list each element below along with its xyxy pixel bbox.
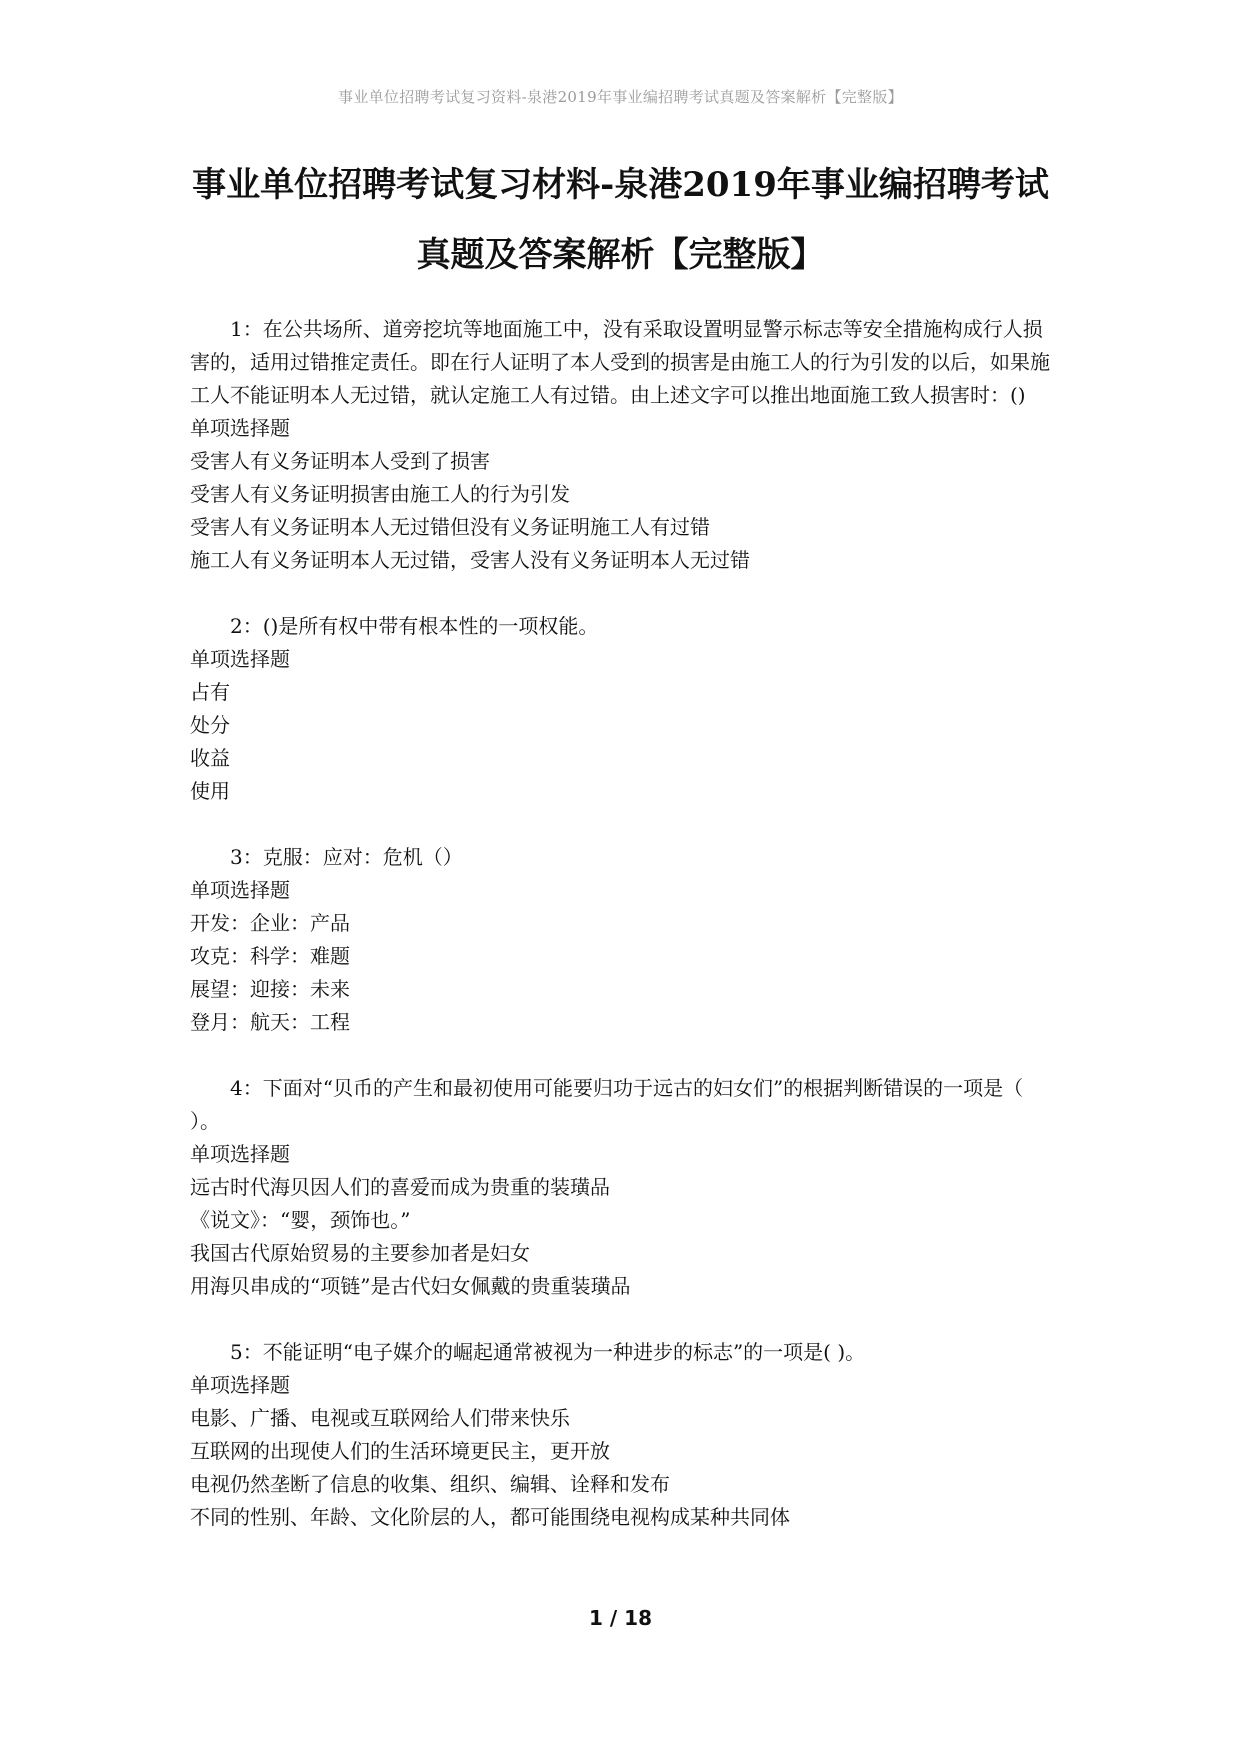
question-stem: 3：克服：应对：危机（） bbox=[230, 845, 463, 869]
question-type: 单项选择题 bbox=[190, 1373, 290, 1397]
option: 受害人有义务证明损害由施工人的行为引发 bbox=[190, 482, 570, 506]
question-5 bbox=[190, 1336, 1050, 1534]
running-header: 事业单位招聘考试复习资料-泉港2019年事业编招聘考试真题及答案解析【完整版】 bbox=[338, 88, 903, 106]
question-stem: 5：不能证明“电子媒介的崛起通常被视为一种进步的标志”的一项是( )。 bbox=[230, 1340, 866, 1364]
question-list bbox=[190, 313, 1050, 1567]
question-type: 单项选择题 bbox=[190, 1142, 290, 1166]
question-type: 单项选择题 bbox=[190, 416, 290, 440]
option: 占有 bbox=[190, 680, 230, 704]
option: 收益 bbox=[190, 746, 230, 770]
option: 我国古代原始贸易的主要参加者是妇女 bbox=[190, 1241, 530, 1265]
option: 受害人有义务证明本人受到了损害 bbox=[190, 449, 490, 473]
option: 用海贝串成的“项链”是古代妇女佩戴的贵重装璜品 bbox=[190, 1274, 631, 1298]
option: 远古时代海贝因人们的喜爱而成为贵重的装璜品 bbox=[190, 1175, 610, 1199]
question-2 bbox=[190, 610, 1050, 808]
option: 电视仍然垄断了信息的收集、组织、编辑、诠释和发布 bbox=[190, 1472, 670, 1496]
option: 互联网的出现使人们的生活环境更民主，更开放 bbox=[190, 1439, 610, 1463]
question-stem: 2：()是所有权中带有根本性的一项权能。 bbox=[230, 614, 599, 638]
question-stem: 1：在公共场所、道旁挖坑等地面施工中，没有采取设置明显警示标志等安全措施构成行人损害的，适用过错推定责任。即在行人证明了本人受到的损害是由施工人的行为引发的以后，如果施工人不能证明本人无过错，就认定施工人有过错。由上述文字可以推出地面施工致人损害时：() bbox=[190, 317, 1050, 407]
option: 不同的性别、年龄、文化阶层的人，都可能围绕电视构成某种共同体 bbox=[190, 1505, 790, 1529]
option: 受害人有义务证明本人无过错但没有义务证明施工人有过错 bbox=[190, 515, 710, 539]
question-stem: 4：下面对“贝币的产生和最初使用可能要归功于远古的妇女们”的根据判断错误的一项是（ ）。 bbox=[190, 1076, 1024, 1133]
document-title-line-1: 事业单位招聘考试复习材料-泉港2019年事业编招聘考试 bbox=[192, 165, 1049, 205]
document-title bbox=[120, 150, 1121, 290]
option: 开发：企业：产品 bbox=[190, 911, 350, 935]
question-4 bbox=[190, 1072, 1050, 1303]
question-type: 单项选择题 bbox=[190, 647, 290, 671]
option: 施工人有义务证明本人无过错，受害人没有义务证明本人无过错 bbox=[190, 548, 750, 572]
document-title-line-2: 真题及答案解析【完整版】 bbox=[416, 235, 825, 275]
question-type: 单项选择题 bbox=[190, 878, 290, 902]
option: 攻克：科学：难题 bbox=[190, 944, 350, 968]
option: 处分 bbox=[190, 713, 230, 737]
page-number: 1 / 18 bbox=[589, 1606, 652, 1630]
question-3 bbox=[190, 841, 1050, 1039]
question-1 bbox=[190, 313, 1050, 577]
option: 电影、广播、电视或互联网给人们带来快乐 bbox=[190, 1406, 570, 1430]
option: 展望：迎接：未来 bbox=[190, 977, 350, 1001]
option: 登月：航天：工程 bbox=[190, 1010, 350, 1034]
option: 使用 bbox=[190, 779, 230, 803]
option: 《说文》：“婴，颈饰也。” bbox=[190, 1208, 411, 1232]
